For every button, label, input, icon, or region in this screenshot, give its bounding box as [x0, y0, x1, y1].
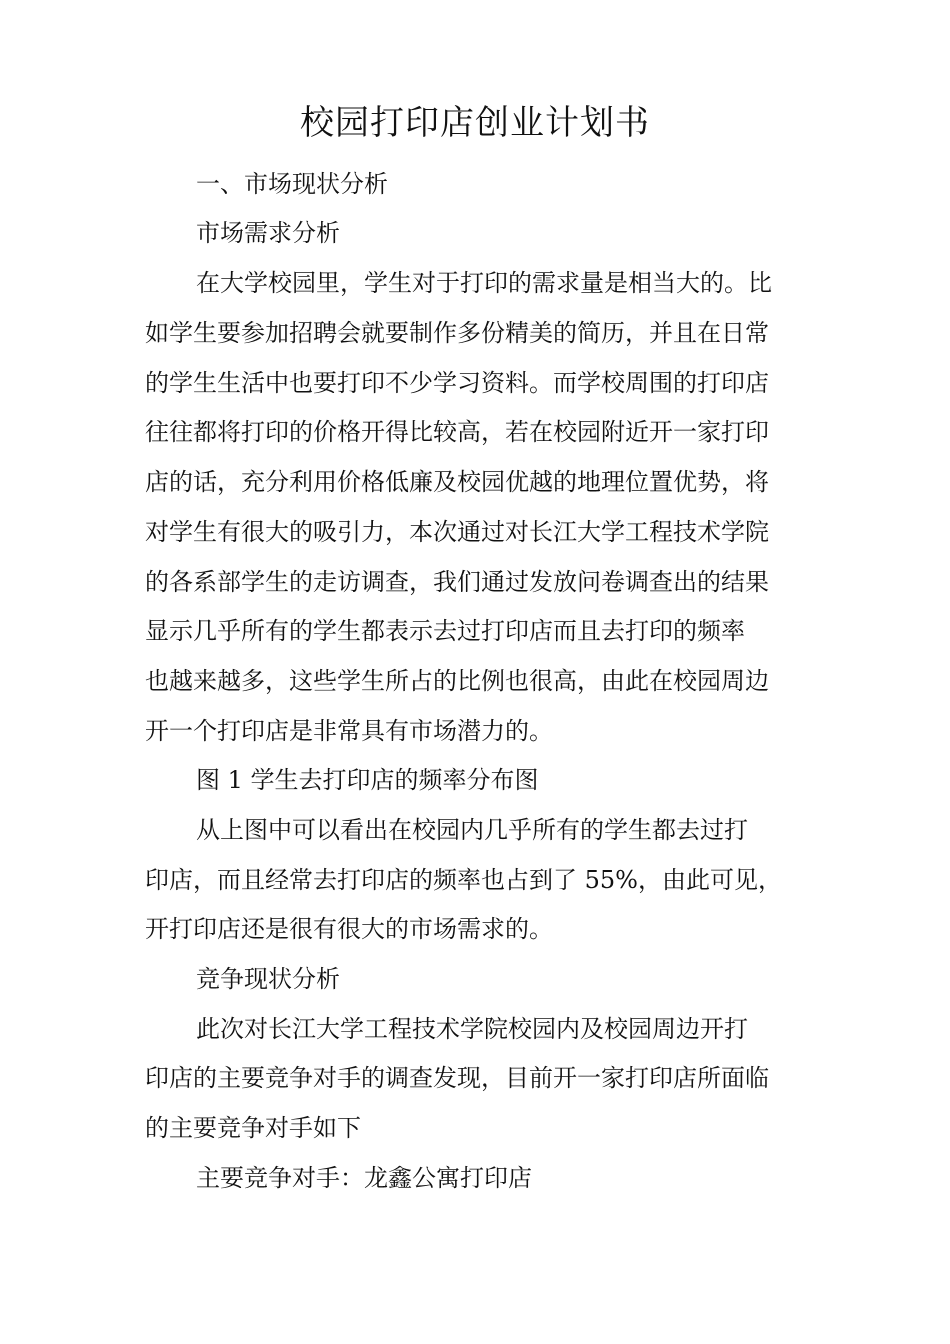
document-title: 校园打印店创业计划书: [300, 103, 650, 143]
paragraph-line: 印店，而且经常去打印店的频率也占到了 55%，由此可见，: [145, 866, 782, 894]
paragraph-line: 开一个打印店是非常具有市场潜力的。: [145, 717, 553, 745]
paragraph-line: 往往都将打印的价格开得比较高，若在校园附近开一家打印: [145, 418, 769, 446]
paragraph-line: 印店的主要竞争对手的调查发现，目前开一家打印店所面临: [145, 1064, 769, 1092]
paragraph-line: 店的话，充分利用价格低廉及校园优越的地理位置优势，将: [145, 468, 769, 496]
paragraph-line: 的学生生活中也要打印不少学习资料。而学校周围的打印店: [145, 369, 769, 397]
paragraph-line: 的各系部学生的走访调查，我们通过发放问卷调查出的结果: [145, 568, 769, 596]
paragraph-line: 如学生要参加招聘会就要制作多份精美的简历，并且在日常: [145, 319, 769, 347]
paragraph-line: 显示几乎所有的学生都表示去过打印店而且去打印的频率: [145, 617, 745, 645]
paragraph-line: 此次对长江大学工程技术学院校园内及校园周边开打: [196, 1015, 748, 1043]
paragraph-line: 在大学校园里，学生对于打印的需求量是相当大的。比: [196, 269, 772, 297]
figure-caption: 图 1 学生去打印店的频率分布图: [196, 766, 539, 794]
paragraph-line: 从上图中可以看出在校园内几乎所有的学生都去过打: [196, 816, 748, 844]
subheading-market-demand: 市场需求分析: [196, 219, 340, 247]
section-heading-market-status: 一、市场现状分析: [196, 170, 388, 198]
paragraph-line: 开打印店还是很有很大的市场需求的。: [145, 915, 553, 943]
subheading-competition-status: 竞争现状分析: [196, 965, 340, 993]
main-competitor-line: 主要竞争对手：龙鑫公寓打印店: [196, 1164, 532, 1192]
paragraph-line: 也越来越多，这些学生所占的比例也很高，由此在校园周边: [145, 667, 769, 695]
paragraph-line: 对学生有很大的吸引力，本次通过对长江大学工程技术学院: [145, 518, 769, 546]
paragraph-line: 的主要竞争对手如下: [145, 1114, 361, 1142]
